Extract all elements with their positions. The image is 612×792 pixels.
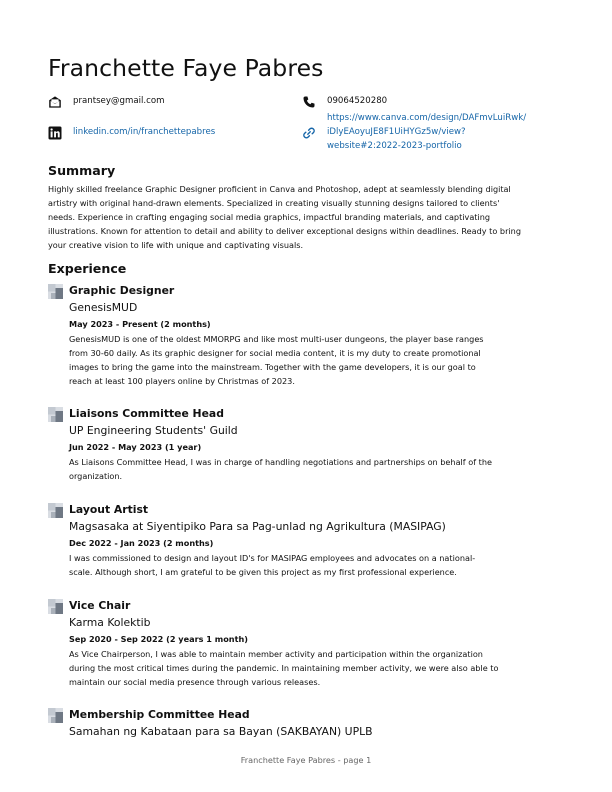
job-dates: Dec 2022 - Jan 2023 (2 months) bbox=[69, 538, 214, 548]
company-name: Karma Kolektib bbox=[69, 616, 151, 629]
job-title: Membership Committee Head bbox=[69, 708, 250, 721]
summary-text bbox=[48, 182, 560, 252]
candidate-name: Franchette Faye Pabres bbox=[48, 54, 324, 82]
job-title: Layout Artist bbox=[69, 503, 149, 516]
email-row bbox=[48, 95, 288, 109]
linkedin-link[interactable]: linkedin.com/in/franchettepabres bbox=[73, 127, 216, 137]
job-title: Vice Chair bbox=[69, 599, 131, 612]
company-name: GenesisMUD bbox=[69, 301, 138, 314]
description-line: from 30-60 daily. As its graphic designer for social media content, it is my duty to create promotional bbox=[69, 348, 481, 358]
summary-line: your creative vision to life with unique and captivating visuals. bbox=[48, 240, 304, 251]
job-description bbox=[69, 455, 531, 483]
company-logo-placeholder-icon bbox=[48, 407, 63, 422]
description-line: organization. bbox=[69, 471, 123, 481]
company-name: Samahan ng Kabataan para sa Bayan (SAKBAYAN) UPLB bbox=[69, 725, 373, 738]
company-name: UP Engineering Students' Guild bbox=[69, 424, 238, 437]
phone-row bbox=[302, 95, 542, 109]
company-logo-placeholder-icon bbox=[48, 284, 63, 299]
job-description bbox=[69, 551, 531, 579]
summary-line: needs. Experience in crafting engaging social media graphics, impactful branding materials, and captivating bbox=[48, 212, 491, 223]
summary-line: Highly skilled freelance Graphic Designer proficient in Canva and Photoshop, adept at seamlessly blending digital bbox=[48, 184, 511, 194]
phone-text: 09064520280 bbox=[327, 96, 388, 106]
page-footer: Franchette Faye Pabres - page 1 bbox=[240, 755, 372, 765]
linkedin-row bbox=[48, 126, 288, 140]
link-icon bbox=[302, 126, 316, 140]
portfolio-row bbox=[302, 112, 562, 154]
email-icon bbox=[48, 95, 62, 109]
description-line: As Vice Chairperson, I was able to maintain member activity and participation within the organization bbox=[69, 649, 483, 659]
linkedin-icon bbox=[48, 126, 62, 140]
summary-heading: Summary bbox=[48, 163, 116, 178]
description-line: As Liaisons Committee Head, I was in charge of handling negotiations and partnerships on behalf of the bbox=[69, 457, 492, 467]
company-logo-placeholder-icon bbox=[48, 503, 63, 518]
description-line: GenesisMUD is one of the oldest MMORPG and like most multi-user dungeons, the player base ranges bbox=[69, 334, 484, 344]
email-text[interactable]: prantsey@gmail.com bbox=[73, 96, 165, 106]
experience-heading: Experience bbox=[48, 261, 127, 276]
company-name: Magsasaka at Siyentipiko Para sa Pag-unlad ng Agrikultura (MASIPAG) bbox=[69, 520, 446, 533]
job-dates: Jun 2022 - May 2023 (1 year) bbox=[69, 442, 202, 452]
portfolio-link-line-2[interactable]: iDlyEAoyuJE8F1UiHYGz5w/view? bbox=[327, 127, 466, 137]
summary-line: artistry with original hand-drawn elements. Specialized in creating visually stunning designs tailored to clients' bbox=[48, 198, 500, 209]
description-line: maintain our social media presence through various releases. bbox=[69, 677, 321, 687]
phone-icon bbox=[302, 95, 316, 109]
description-line: reach at least 100 players online by Christmas of 2023. bbox=[69, 376, 295, 386]
company-logo-placeholder-icon bbox=[48, 599, 63, 614]
job-dates: Sep 2020 - Sep 2022 (2 years 1 month) bbox=[69, 634, 248, 644]
job-title: Liaisons Committee Head bbox=[69, 407, 224, 420]
portfolio-link-line-3[interactable]: website#2:2022-2023-portfolio bbox=[327, 141, 462, 151]
description-line: I was commissioned to design and layout ID's for MASIPAG employees and advocates on a national- bbox=[69, 553, 476, 563]
company-logo-placeholder-icon bbox=[48, 708, 63, 723]
job-description bbox=[69, 647, 531, 689]
description-line: scale. Although short, I am grateful to be given this project as my first professional experience. bbox=[69, 567, 457, 577]
portfolio-link-line-1[interactable]: https://www.canva.com/design/DAFmvLuiRwk/ bbox=[327, 113, 527, 123]
job-description bbox=[69, 332, 531, 388]
job-dates: May 2023 - Present (2 months) bbox=[69, 319, 211, 329]
description-line: during the most critical times during the pandemic. In maintaining member activity, we were also able to bbox=[69, 663, 499, 673]
job-title: Graphic Designer bbox=[69, 284, 175, 297]
description-line: images to bring the game into the mainstream. Together with the game developers, it is our goal to bbox=[69, 362, 476, 372]
summary-line: illustrations. Known for attention to detail and ability to deliver exceptional designs within deadlines. Ready to bring bbox=[48, 226, 521, 237]
